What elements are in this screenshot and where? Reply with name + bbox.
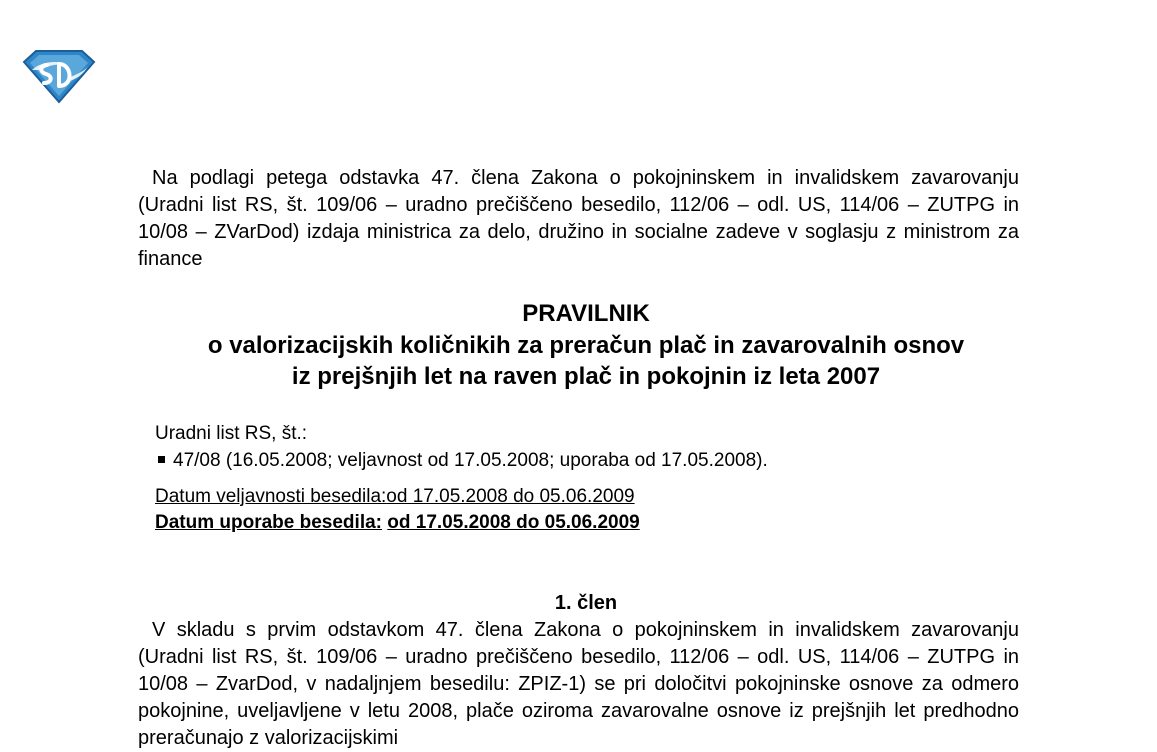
intro-line: socialne zadeve v soglasju z ministrom za finance <box>138 221 1019 270</box>
validity-label: Datum veljavnosti besedila: <box>155 486 387 507</box>
article-line: V skladu s prvim odstavkom 47. člena Zakona o pokojninskem in invalidskem <box>152 619 900 641</box>
article-line: oziroma zavarovalne osnove iz prejšnjih let predhodno preračunajo z valorizacijskimi <box>138 700 1019 749</box>
sd-logo <box>22 48 96 104</box>
validity-date-row <box>155 484 640 510</box>
validity-value: od 17.05.2008 do 05.06.2009 <box>386 486 635 507</box>
title-subtitle-line: iz prejšnjih let na raven plač in pokojnin iz leta 2007 <box>291 363 881 390</box>
intro-line: Na podlagi petega odstavka 47. člena Zakona o pokojninskem in invalidskem <box>152 167 900 189</box>
use-label: Datum uporabe besedila: <box>155 512 382 533</box>
intro-line: US, 114/06 – ZUTPG in 10/08 – ZVarDod) izdaja ministrica za delo, družino in <box>138 194 1020 243</box>
bullet-icon <box>158 456 165 463</box>
publication-item-text: 47/08 (16.05.2008; veljavnost od 17.05.2008; uporaba od 17.05.2008). <box>173 450 768 471</box>
article-heading: 1. člen <box>554 592 618 614</box>
publication-info <box>155 420 768 474</box>
article-1-body <box>138 617 1019 752</box>
intro-paragraph <box>138 165 1019 273</box>
use-date-row <box>155 510 640 536</box>
dates-block <box>155 484 640 536</box>
title-subtitle-line: o valorizacijskih količnikih za preračun plač in zavarovalnih osnov <box>207 331 965 359</box>
publication-item <box>155 447 768 474</box>
article-line: US, 114/06 – ZUTPG in 10/08 – ZvarDod, v nadaljnjem besedilu: ZPIZ-1) se pri <box>138 646 1020 695</box>
use-value: od 17.05.2008 do 05.06.2009 <box>387 512 640 533</box>
intro-line: zavarovanju (Uradni list RS, št. 109/06 – uradno prečiščeno besedilo, 112/06 – odl. <box>138 167 1019 216</box>
document-title <box>138 298 1034 393</box>
logo-shield-icon <box>22 48 96 104</box>
article-line: zavarovanju (Uradni list RS, št. 109/06 – uradno prečiščeno besedilo, 112/06 – odl. <box>138 619 1019 668</box>
title-main: PRAVILNIK <box>522 300 650 327</box>
article-line: določitvi pokojninske osnove za odmero pokojnine, uveljavljene v letu 2008, plače <box>138 673 1020 722</box>
publication-label: Uradni list RS, št.: <box>155 423 308 444</box>
